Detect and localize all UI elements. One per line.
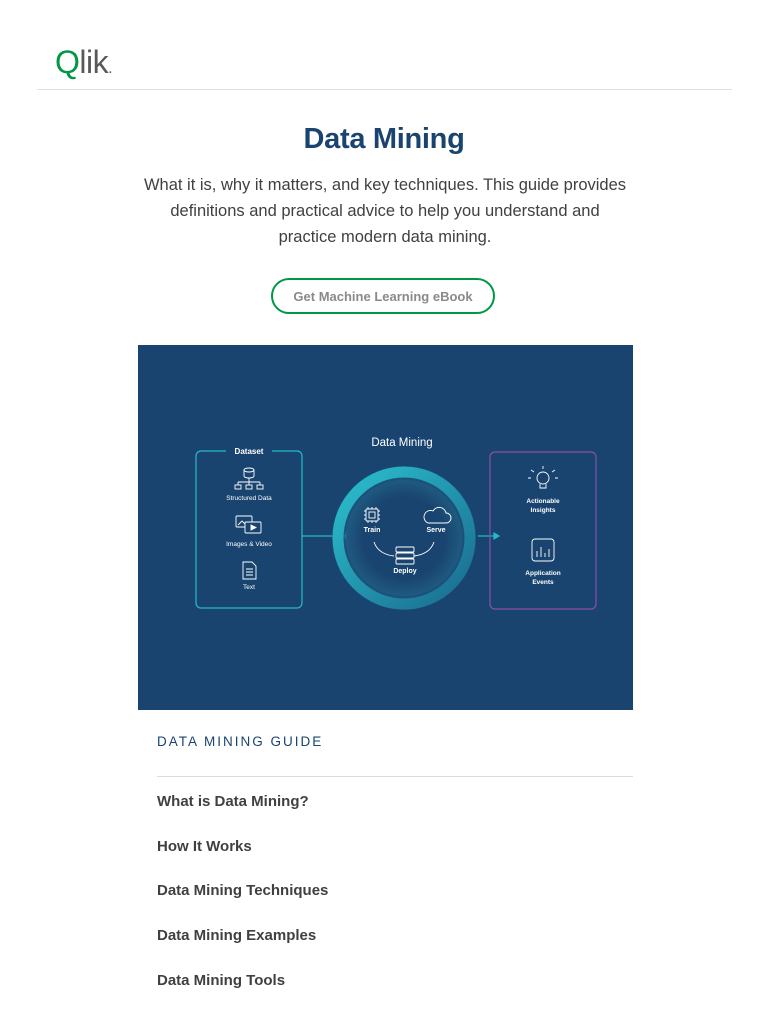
cycle-train: Train	[363, 527, 381, 534]
document-icon	[243, 562, 256, 579]
output-events-line1: Application	[525, 570, 561, 577]
image-video-icon	[236, 516, 261, 533]
lightbulb-icon	[528, 466, 558, 488]
page-title: Data Mining	[303, 123, 465, 155]
input-text: Text	[243, 584, 255, 591]
get-ebook-button[interactable]: Get Machine Learning eBook	[271, 278, 495, 314]
logo-rest: lik	[79, 44, 109, 80]
toc-link-what-is[interactable]: What is Data Mining?	[157, 793, 309, 810]
output-insights-line1: Actionable	[526, 498, 560, 505]
arrow-out	[478, 533, 499, 539]
diagram-svg	[138, 345, 633, 710]
output-insights-line2: Insights	[530, 507, 556, 514]
logo-dot: .	[108, 60, 113, 77]
data-mining-diagram	[138, 345, 633, 710]
diagram-title: Data Mining	[371, 437, 433, 449]
cycle-deploy: Deploy	[393, 568, 417, 575]
input-structured-data: Structured Data	[226, 495, 272, 502]
toc-link-tools[interactable]: Data Mining Tools	[157, 971, 286, 989]
qlik-logo[interactable]	[55, 44, 112, 87]
output-events-line2: Events	[532, 579, 554, 586]
bar-chart-icon	[532, 539, 554, 561]
guide-heading: DATA MINING GUIDE	[157, 734, 324, 749]
toc-link-how-it-works[interactable]: How It Works	[157, 837, 252, 855]
toc-link-techniques[interactable]: Data Mining Techniques	[157, 882, 329, 900]
dataset-label: Dataset	[234, 447, 264, 456]
database-icon	[235, 468, 263, 489]
toc-link-examples[interactable]: Data Mining Examples	[157, 927, 317, 945]
cycle-serve: Serve	[426, 527, 446, 534]
header-divider	[37, 89, 732, 90]
page-subtitle: What it is, why it matters, and key techniques. This guide provides definitions and practical advice to help you understand and practice modern data mining.	[143, 176, 627, 246]
guide-divider	[157, 776, 633, 777]
input-images-video: Images & Video	[226, 541, 272, 548]
site-header	[0, 0, 768, 90]
guide-toc	[157, 793, 328, 1016]
logo-q: Q	[55, 44, 80, 80]
